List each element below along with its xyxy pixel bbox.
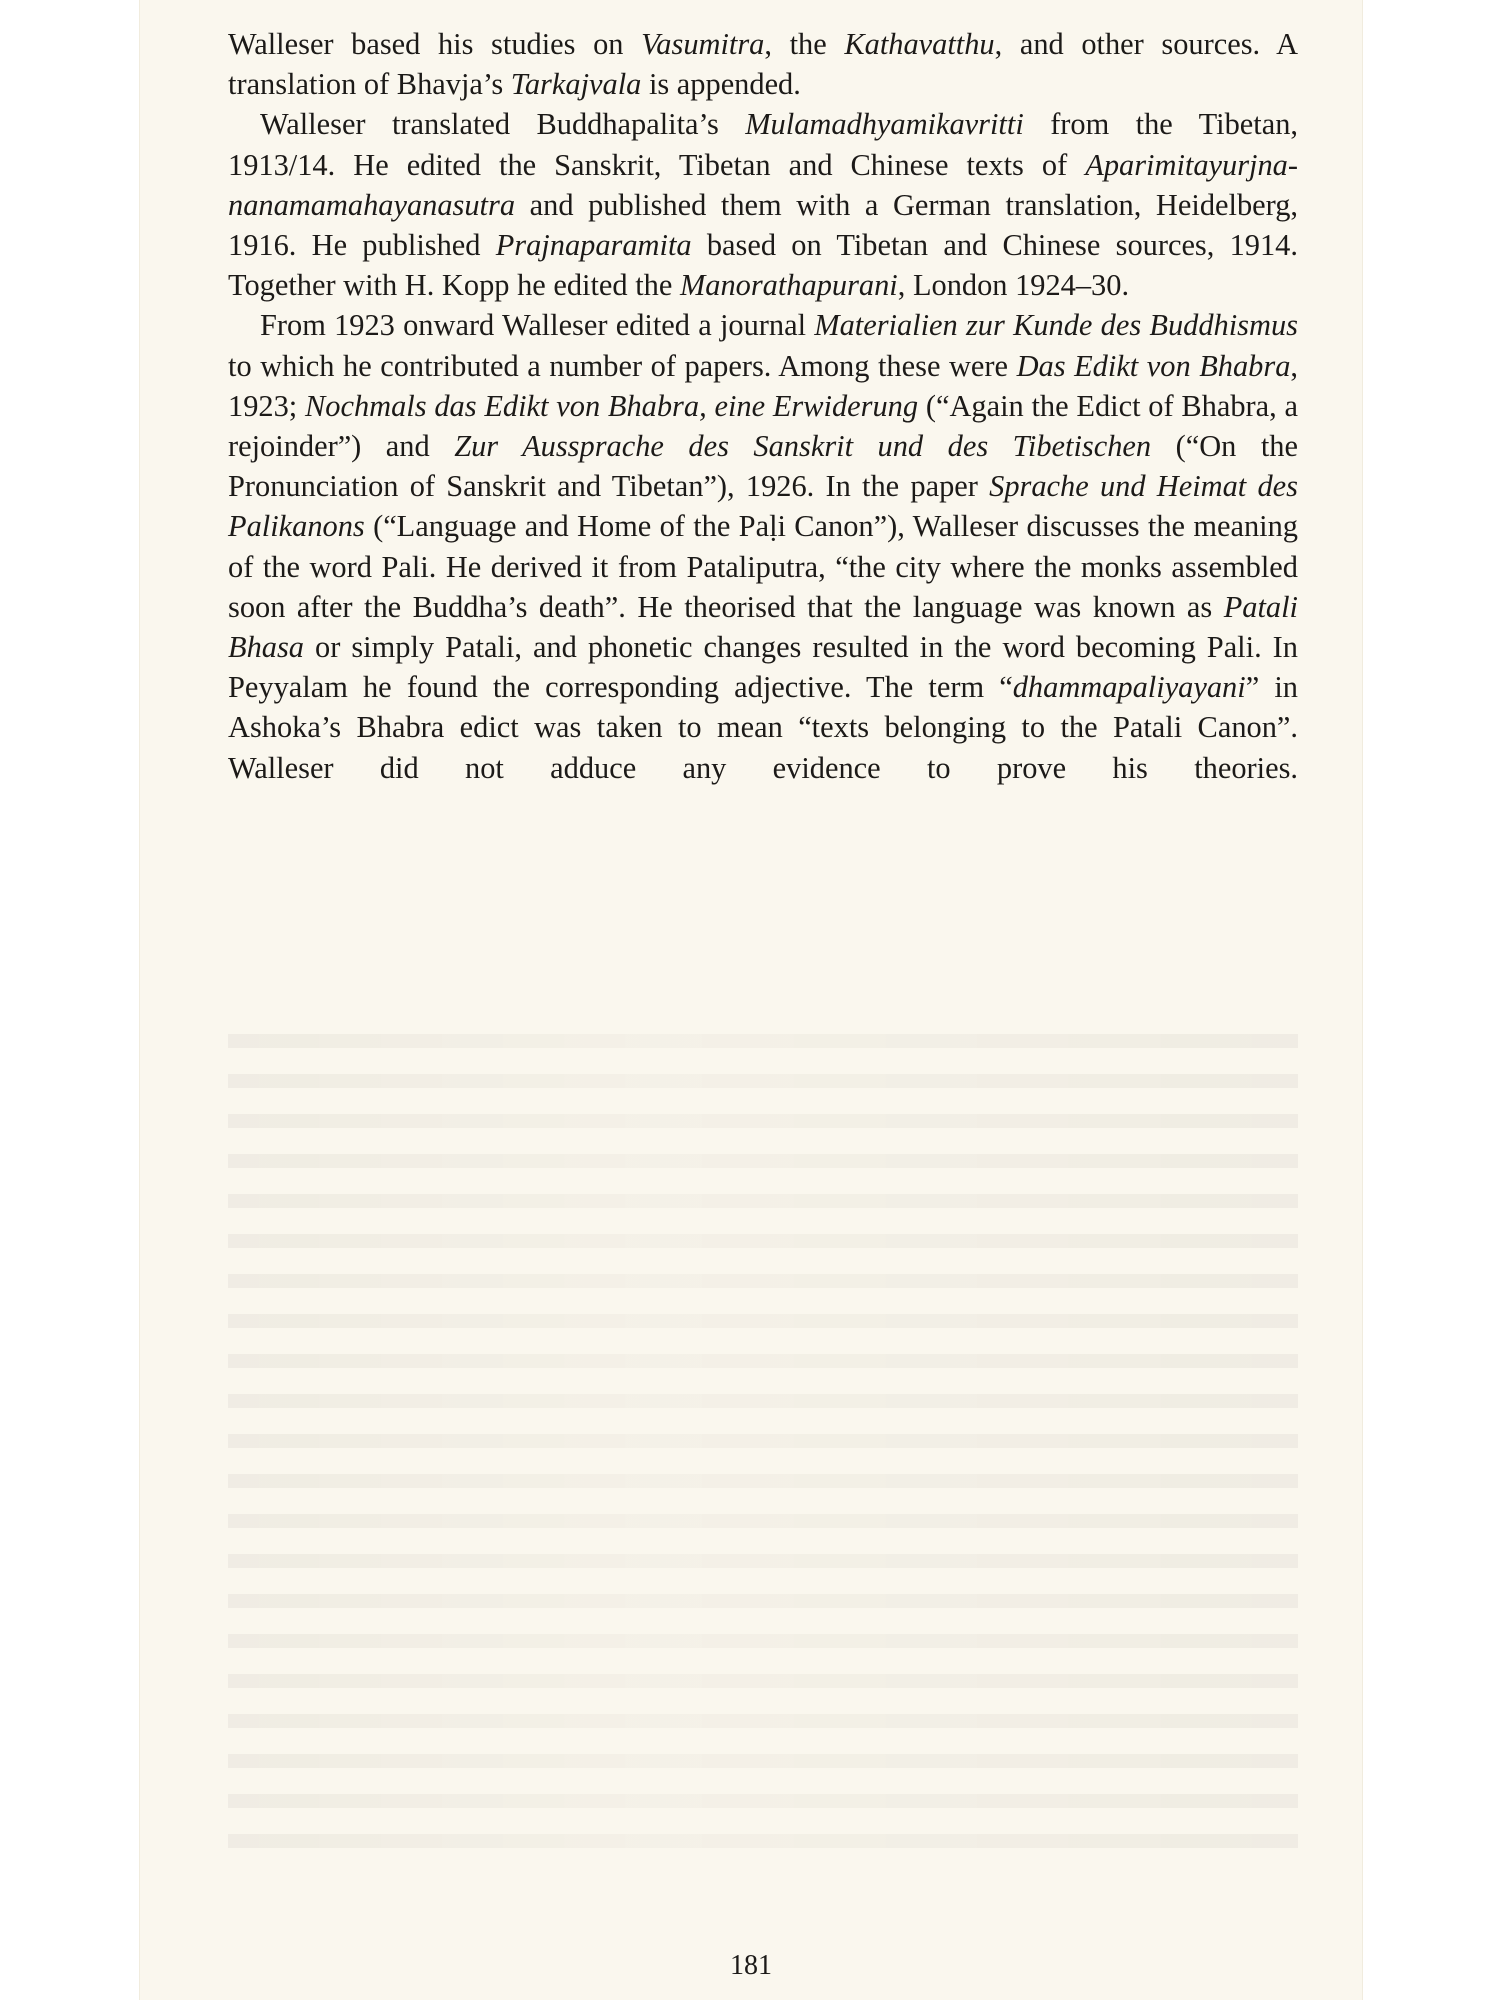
paragraph-3 [228,305,1298,828]
italic-title: Tarkajvala [510,67,642,102]
body-text [228,24,1298,828]
text-run: ” in Ashoka’s Bhabra edict was taken to mean “texts belonging to the Patali Canon”. Walleser did not adduce any evidence to prove his theories. [228,670,1298,785]
text-run: and published them with a German translation, Heidelberg, 1916. He published [228,187,1298,263]
text-run: , the [764,27,845,61]
italic-title: Mulamadhyamikavritti [745,107,1024,142]
italic-title: Sprache und Heimat des Palikanons [228,469,1298,544]
text-run: , 1923; [228,348,1299,423]
italic-title: Nochmals das Edikt von Bhabra, eine Erwiderung [305,388,919,423]
italic-title: Vasumitra [641,27,765,61]
text-run: , and other sources. A translation of Bhavja’s [228,27,1299,102]
text-run: (“Language and Home of the Paḷi Canon”), Walleser discusses the meaning of the word Pali. He derived it from Pataliputra, “the city where the monks assembled soon after the Buddha’s death”. He theorised that the language was known as [228,509,1298,624]
text-run: Walleser based his studies on [228,27,642,61]
italic-title: Zur Aussprache des Sanskrit und des Tibetischen [454,429,1152,464]
text-run: , London 1924–30. [897,268,1130,303]
italic-title: Patali Bhasa [228,589,1298,665]
text-run: (“On the Pronunciation of Sanskrit and Tibetan”), 1926. In the paper [228,429,1298,504]
text-run: or simply Patali, and phonetic changes resulted in the word becoming Pali. In Peyyalam he found the corresponding adjective. The term “ [228,630,1298,705]
italic-title: Materialien zur Kunde des Buddhismus [814,308,1298,343]
reverse-side-bleed-through [228,1020,1298,1880]
book-page [140,0,1362,2000]
text-run: based on Tibetan and Chinese sources, 1914. Together with H. Kopp he edited the [228,228,1298,303]
page-number: 181 [730,1950,772,1981]
italic-title: Manorathapurani [679,268,898,303]
italic-title: Prajnaparamita [495,228,692,263]
italic-title: Aparimitayurjna-nanamamahayanasutra [228,147,1298,222]
paragraph-2 [228,104,1298,305]
italic-title: Das Edikt von Bhabra [1016,348,1291,383]
text-run: to which he contributed a number of papers. Among these were [228,348,1017,383]
paragraph-1 [228,24,1298,104]
text-run: Walleser translated Buddhapalita’s [260,107,746,142]
text-run: (“Again the Edict of Bhabra, a rejoinder”) and [228,388,1299,464]
text-run: is appended. [641,67,801,102]
text-run: from the Tibetan, 1913/14. He edited the Sanskrit, Tibetan and Chinese texts of [228,107,1299,182]
text-run: From 1923 onward Walleser edited a journal [260,308,815,343]
italic-title: Kathavatthu [844,27,995,61]
italic-title: dhammapaliyayani [1012,670,1246,705]
